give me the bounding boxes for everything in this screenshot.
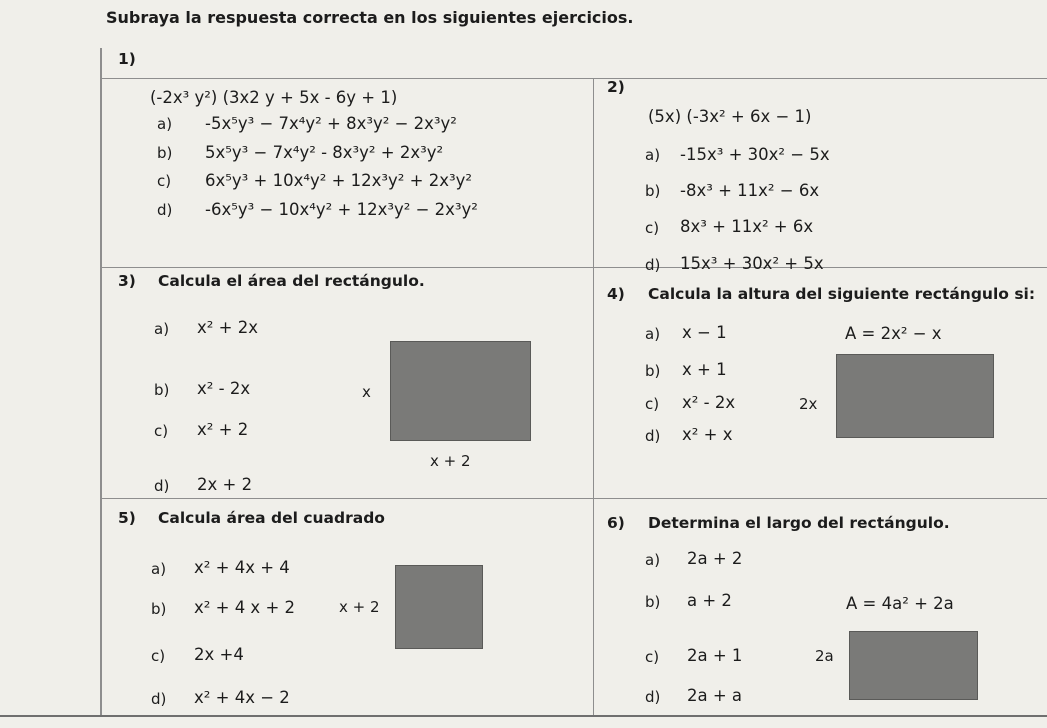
ex6-option-a-label[interactable]: a): [645, 551, 661, 569]
row-divider-2: [100, 498, 1047, 499]
row-divider-top: [100, 78, 1047, 79]
ex3-option-c[interactable]: x² + 2: [197, 420, 249, 439]
ex5-number: 5): [118, 509, 136, 527]
ex6-option-c[interactable]: 2a + 1: [687, 646, 743, 665]
ex3-option-d[interactable]: 2x + 2: [197, 475, 253, 494]
ex1-number: 1): [118, 50, 136, 68]
ex4-option-a-label[interactable]: a): [645, 325, 661, 343]
ex5-option-a-label[interactable]: a): [151, 560, 167, 578]
ex1-option-c-label[interactable]: c): [157, 172, 172, 190]
page-title: Subraya la respuesta correcta en los siguientes ejercicios.: [106, 8, 634, 27]
ex6-number: 6): [607, 514, 625, 532]
ex6-option-a[interactable]: 2a + 2: [687, 549, 743, 568]
ex3-side-label: x: [362, 383, 371, 401]
ex3-option-c-label[interactable]: c): [154, 422, 169, 440]
ex4-option-a[interactable]: x − 1: [682, 323, 727, 342]
ex4-area-formula: A = 2x² − x: [845, 324, 942, 343]
ex5-option-d-label[interactable]: d): [151, 690, 167, 708]
ex2-option-d-label[interactable]: d): [645, 256, 661, 274]
ex1-option-b[interactable]: 5x⁵y³ − 7x⁴y² - 8x³y² + 2x³y²: [205, 143, 444, 162]
ex4-option-c[interactable]: x² - 2x: [682, 393, 736, 412]
ex6-side-label: 2a: [815, 647, 834, 665]
row-divider-1: [100, 267, 1047, 268]
ex2-problem: (5x) (-3x² + 6x − 1): [648, 107, 812, 126]
ex4-number: 4): [607, 285, 625, 303]
ex2-option-a[interactable]: -15x³ + 30x² − 5x: [680, 145, 830, 164]
ex5-option-c[interactable]: 2x +4: [194, 645, 244, 664]
ex5-square: [395, 565, 483, 649]
row-divider-bottom: [0, 715, 1047, 717]
ex3-option-b-label[interactable]: b): [154, 381, 170, 399]
ex6-option-b[interactable]: a + 2: [687, 591, 732, 610]
ex2-option-a-label[interactable]: a): [645, 146, 661, 164]
ex1-option-a-label[interactable]: a): [157, 115, 173, 133]
table-center-divider: [593, 78, 594, 716]
ex3-number: 3): [118, 272, 136, 290]
ex4-side-label: 2x: [799, 395, 818, 413]
ex6-option-b-label[interactable]: b): [645, 593, 661, 611]
ex1-option-b-label[interactable]: b): [157, 144, 173, 162]
ex1-option-d-label[interactable]: d): [157, 201, 173, 219]
ex3-option-b[interactable]: x² - 2x: [197, 379, 251, 398]
ex5-option-b[interactable]: x² + 4 x + 2: [194, 598, 296, 617]
ex4-option-d[interactable]: x² + x: [682, 425, 733, 444]
ex2-number: 2): [607, 78, 625, 96]
ex3-option-a-label[interactable]: a): [154, 320, 170, 338]
ex5-option-b-label[interactable]: b): [151, 600, 167, 618]
ex1-option-c[interactable]: 6x⁵y³ + 10x⁴y² + 12x³y² + 2x³y²: [205, 171, 472, 190]
ex3-title: Calcula el área del rectángulo.: [158, 272, 425, 290]
ex2-option-c[interactable]: 8x³ + 11x² + 6x: [680, 217, 814, 236]
ex1-problem: (-2x³ y²) (3x2 y + 5x - 6y + 1): [150, 88, 398, 107]
ex4-option-b-label[interactable]: b): [645, 362, 661, 380]
ex5-option-d[interactable]: x² + 4x − 2: [194, 688, 290, 707]
ex6-rectangle: [849, 631, 978, 700]
ex2-option-c-label[interactable]: c): [645, 219, 660, 237]
ex6-option-c-label[interactable]: c): [645, 648, 660, 666]
ex4-option-d-label[interactable]: d): [645, 427, 661, 445]
ex5-side-label: x + 2: [339, 598, 380, 616]
ex4-title: Calcula la altura del siguiente rectángulo si:: [648, 285, 1036, 303]
ex1-option-d[interactable]: -6x⁵y³ − 10x⁴y² + 12x³y² − 2x³y²: [205, 200, 478, 219]
table-left-border: [100, 48, 102, 716]
ex5-option-a[interactable]: x² + 4x + 4: [194, 558, 290, 577]
ex4-option-b[interactable]: x + 1: [682, 360, 727, 379]
ex4-option-c-label[interactable]: c): [645, 395, 660, 413]
ex5-option-c-label[interactable]: c): [151, 647, 166, 665]
ex5-title: Calcula área del cuadrado: [158, 509, 385, 527]
ex6-option-d-label[interactable]: d): [645, 688, 661, 706]
ex4-rectangle: [836, 354, 994, 438]
ex2-option-b[interactable]: -8x³ + 11x² − 6x: [680, 181, 820, 200]
ex3-bottom-label: x + 2: [430, 452, 471, 470]
ex1-option-a[interactable]: -5x⁵y³ − 7x⁴y² + 8x³y² − 2x³y²: [205, 114, 457, 133]
ex3-option-a[interactable]: x² + 2x: [197, 318, 258, 337]
ex2-option-b-label[interactable]: b): [645, 182, 661, 200]
ex6-area-formula: A = 4a² + 2a: [846, 594, 954, 613]
ex3-rectangle: [390, 341, 531, 441]
ex3-option-d-label[interactable]: d): [154, 477, 170, 495]
ex6-title: Determina el largo del rectángulo.: [648, 514, 950, 532]
ex2-option-d[interactable]: 15x³ + 30x² + 5x: [680, 254, 824, 273]
ex6-option-d[interactable]: 2a + a: [687, 686, 743, 705]
